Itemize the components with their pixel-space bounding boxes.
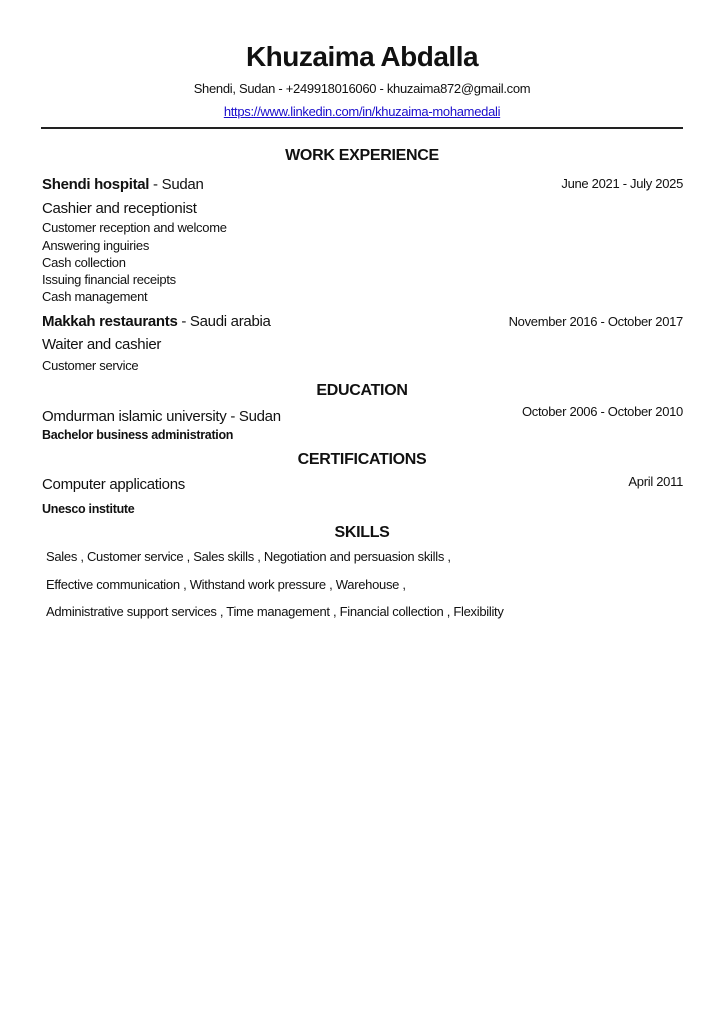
candidate-name: Khuzaima Abdalla bbox=[245, 41, 479, 72]
job-duty: Cash collection bbox=[42, 255, 126, 270]
skills-line: Sales , Customer service , Sales skills , Negotiation and persuasion skills , bbox=[46, 549, 451, 564]
job-dates: June 2021 - July 2025 bbox=[561, 176, 683, 191]
job-duty: Cash management bbox=[42, 289, 148, 304]
certification-issuer: Unesco institute bbox=[42, 502, 135, 516]
education-dates: October 2006 - October 2010 bbox=[521, 404, 683, 419]
skills-line: Administrative support services , Time management , Financial collection , Flexibility bbox=[46, 604, 504, 619]
job-location: - Sudan bbox=[149, 176, 204, 193]
linkedin-link[interactable]: https://www.linkedin.com/in/khuzaima-mohamedali bbox=[223, 104, 501, 119]
job-duty: Customer reception and welcome bbox=[42, 220, 227, 235]
job-role: Waiter and cashier bbox=[42, 336, 162, 353]
certification-date: April 2011 bbox=[628, 474, 683, 489]
job-location: - Saudi arabia bbox=[177, 313, 271, 330]
degree: Bachelor business administration bbox=[42, 428, 234, 442]
job-org-name: Makkah restaurants bbox=[42, 313, 178, 330]
contact-info: Shendi, Sudan - +249918016060 - khuzaima872@gmail.com bbox=[193, 81, 531, 96]
job-dates: November 2016 - October 2017 bbox=[508, 314, 683, 329]
linkedin-row bbox=[0, 103, 724, 121]
section-title-certifications: CERTIFICATIONS bbox=[297, 451, 427, 468]
job-org bbox=[42, 177, 204, 193]
job-org-name: Shendi hospital bbox=[42, 176, 150, 193]
section-title-skills: SKILLS bbox=[334, 524, 390, 541]
header-divider bbox=[41, 127, 683, 129]
certification-name: Computer applications bbox=[42, 476, 185, 493]
job-duty: Issuing financial receipts bbox=[42, 272, 176, 287]
section-title-education: EDUCATION bbox=[316, 382, 408, 399]
job-role: Cashier and receptionist bbox=[42, 200, 197, 217]
section-title-work: WORK EXPERIENCE bbox=[285, 147, 439, 164]
school-name: Omdurman islamic university - Sudan bbox=[42, 408, 281, 425]
job-duty: Customer service bbox=[42, 358, 139, 373]
job-org bbox=[42, 314, 271, 330]
job-duty: Answering inguiries bbox=[42, 238, 150, 253]
skills-line: Effective communication , Withstand work pressure , Warehouse , bbox=[46, 577, 406, 592]
